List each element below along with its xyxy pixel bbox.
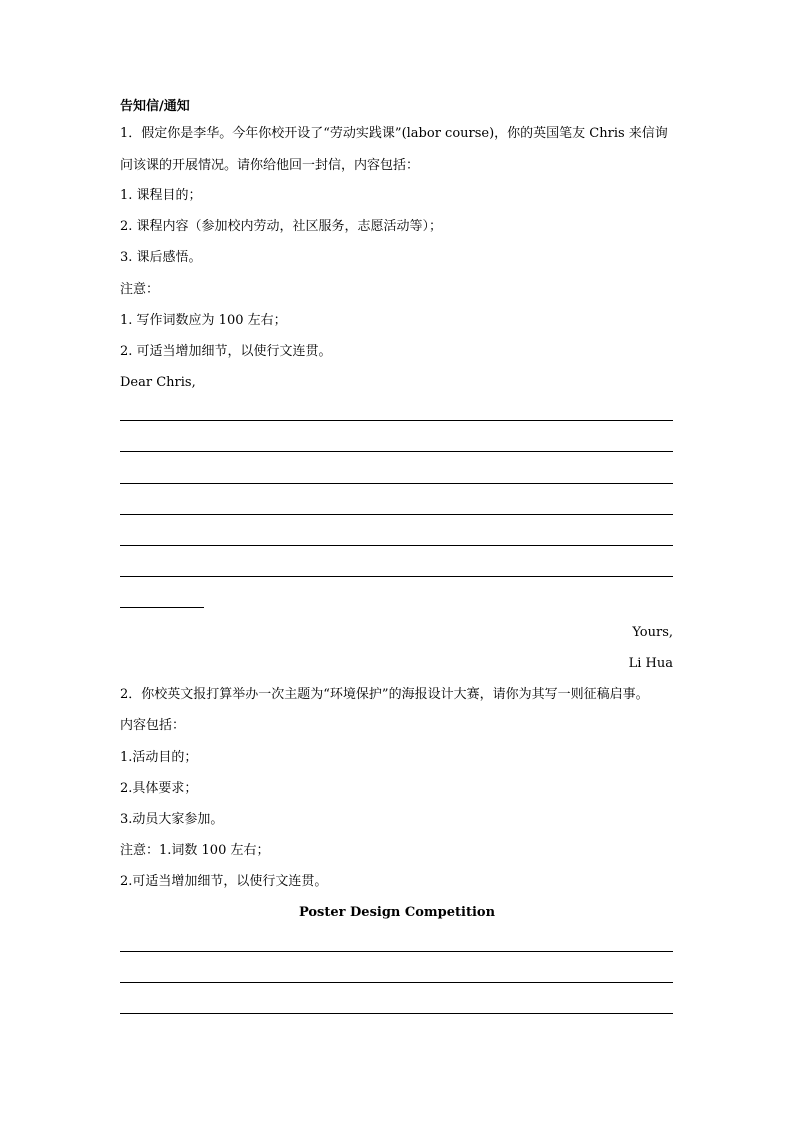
q1-point-2: 2. 课程内容（参加校内劳动，社区服务，志愿活动等）； — [120, 219, 443, 234]
q1-writing-line — [120, 451, 673, 452]
section-title: 告知信/通知 — [120, 99, 190, 114]
q1-signature: Li Hua — [628, 656, 673, 671]
q1-note-1: 1. 写作词数应为 100 左右； — [120, 313, 287, 328]
q1-intro-line1: 1．假定你是李华。今年你校开设了“劳动实践课”(labor course)，你的英国笔友 Chris 来信询 — [120, 126, 668, 141]
q1-writing-line — [120, 514, 673, 515]
q1-point-1: 1. 课程目的； — [120, 188, 202, 203]
q2-writing-line — [120, 951, 673, 952]
q1-note-2: 2. 可适当增加细节，以使行文连贯。 — [120, 344, 332, 359]
q1-intro-line2: 问该课的开展情况。请你给他回一封信，内容包括： — [120, 158, 420, 173]
q2-point-1: 1.活动目的； — [120, 750, 198, 765]
q2-writing-line — [120, 982, 673, 983]
q2-point-3: 3.动员大家参加。 — [120, 812, 224, 827]
q2-note-1: 注意：1.词数 100 左右； — [120, 843, 270, 858]
q2-intro: 2．你校英文报打算举办一次主题为“环境保护”的海报设计大赛，请你为其写一则征稿启事。 — [120, 687, 649, 702]
q2-point-2: 2.具体要求； — [120, 781, 198, 796]
q1-writing-line — [120, 545, 673, 546]
q2-note-2: 2.可适当增加细节，以使行文连贯。 — [120, 874, 328, 889]
q2-writing-line — [120, 1013, 673, 1014]
q1-writing-line — [120, 483, 673, 484]
q1-writing-line-short — [120, 607, 204, 608]
q2-heading: Poster Design Competition — [298, 905, 496, 920]
q1-notice-label: 注意： — [120, 282, 160, 297]
q1-salutation: Dear Chris, — [120, 375, 196, 390]
q1-writing-line — [120, 576, 673, 577]
q1-point-3: 3. 课后感悟。 — [120, 250, 202, 265]
q1-closing: Yours, — [632, 625, 673, 640]
q2-content-label: 内容包括： — [120, 718, 186, 733]
q1-writing-line — [120, 420, 673, 421]
